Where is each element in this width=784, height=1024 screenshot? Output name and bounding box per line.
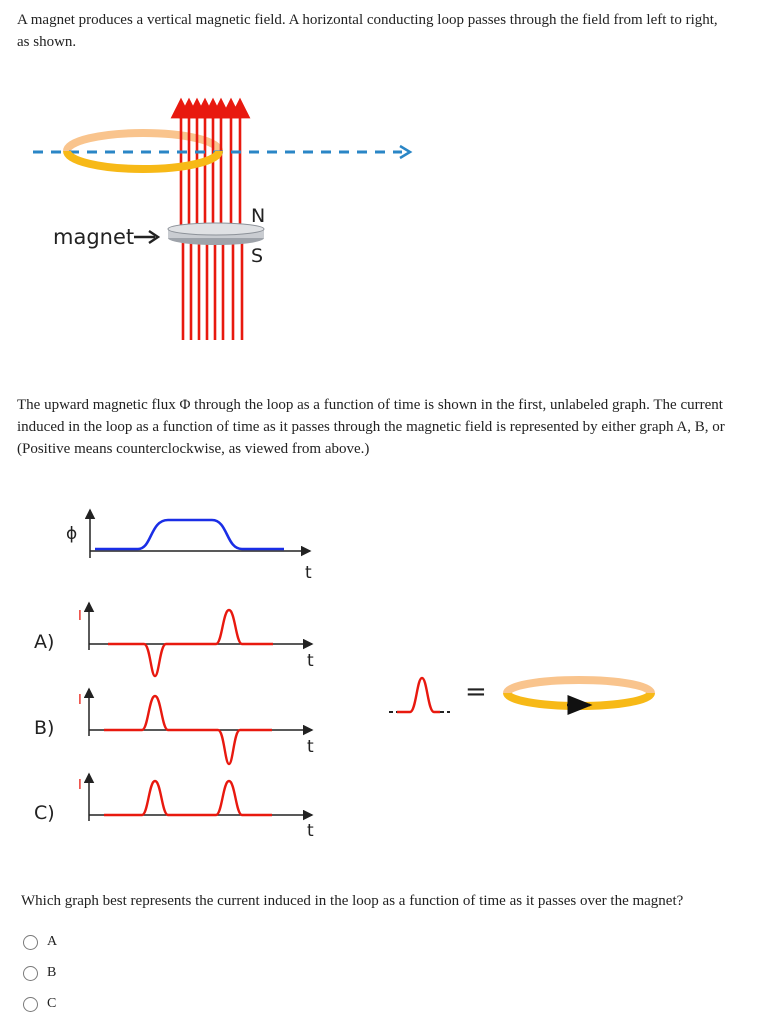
graph-a-time-label: t [307,651,314,671]
question-text: Which graph best represents the current induced in the loop as a function of time as it passes over the magnet? [21,893,684,909]
graph-c-label: C) [34,802,55,824]
graph-a [34,603,314,676]
description-line-1: The upward magnetic flux Φ through the loop as a function of time is shown in the first, unlabeled graph. The current [17,397,723,413]
flux-axis-label: ϕ [66,524,78,544]
graph-c-current-curve [104,781,272,815]
option-b-radio[interactable] [23,966,38,981]
graph-c-time-label: t [307,821,314,841]
option-a-radio[interactable] [23,935,38,950]
south-label: S [251,245,264,267]
magnet-disk [168,223,264,245]
legend-pulse [389,678,450,712]
graph-a-current-curve [108,610,273,676]
graph-b [34,689,314,764]
north-label: N [251,205,266,227]
option-c-label: C [47,996,57,1011]
option-b-label: B [47,965,57,980]
legend-loop [507,680,651,706]
graphs-figure [0,490,784,850]
graph-a-current-label: I [78,609,82,624]
description-line-2: induced in the loop as a function of time as it passes through the magnetic field is represented by either graph A, B, or [17,419,725,435]
intro-line-1: A magnet produces a vertical magnetic field. A horizontal conducting loop passes through the field from left to right, [17,12,718,28]
graph-c [34,774,314,841]
magnet-label: magnet [53,225,135,249]
flux-curve [95,520,284,549]
description-paragraph [17,394,784,460]
graph-a-label: A) [34,631,55,653]
graph-c-current-label: I [78,778,82,793]
legend-equals: = [465,677,487,707]
flux-time-label: t [305,563,312,583]
graph-b-current-curve [104,696,272,764]
option-b[interactable] [23,962,56,984]
flux-graph [66,510,312,583]
option-a[interactable] [23,931,57,953]
field-lines-lower [183,240,242,340]
graph-b-time-label: t [307,737,314,757]
graph-b-current-label: I [78,693,82,708]
intro-line-2: as shown. [17,34,77,50]
magnet-loop-figure [0,0,784,380]
option-c[interactable] [23,993,56,1015]
option-c-radio[interactable] [23,997,38,1012]
description-line-3: (Positive means counterclockwise, as viewed from above.) [17,441,370,457]
option-a-label: A [47,934,58,949]
graph-b-label: B) [34,717,55,739]
